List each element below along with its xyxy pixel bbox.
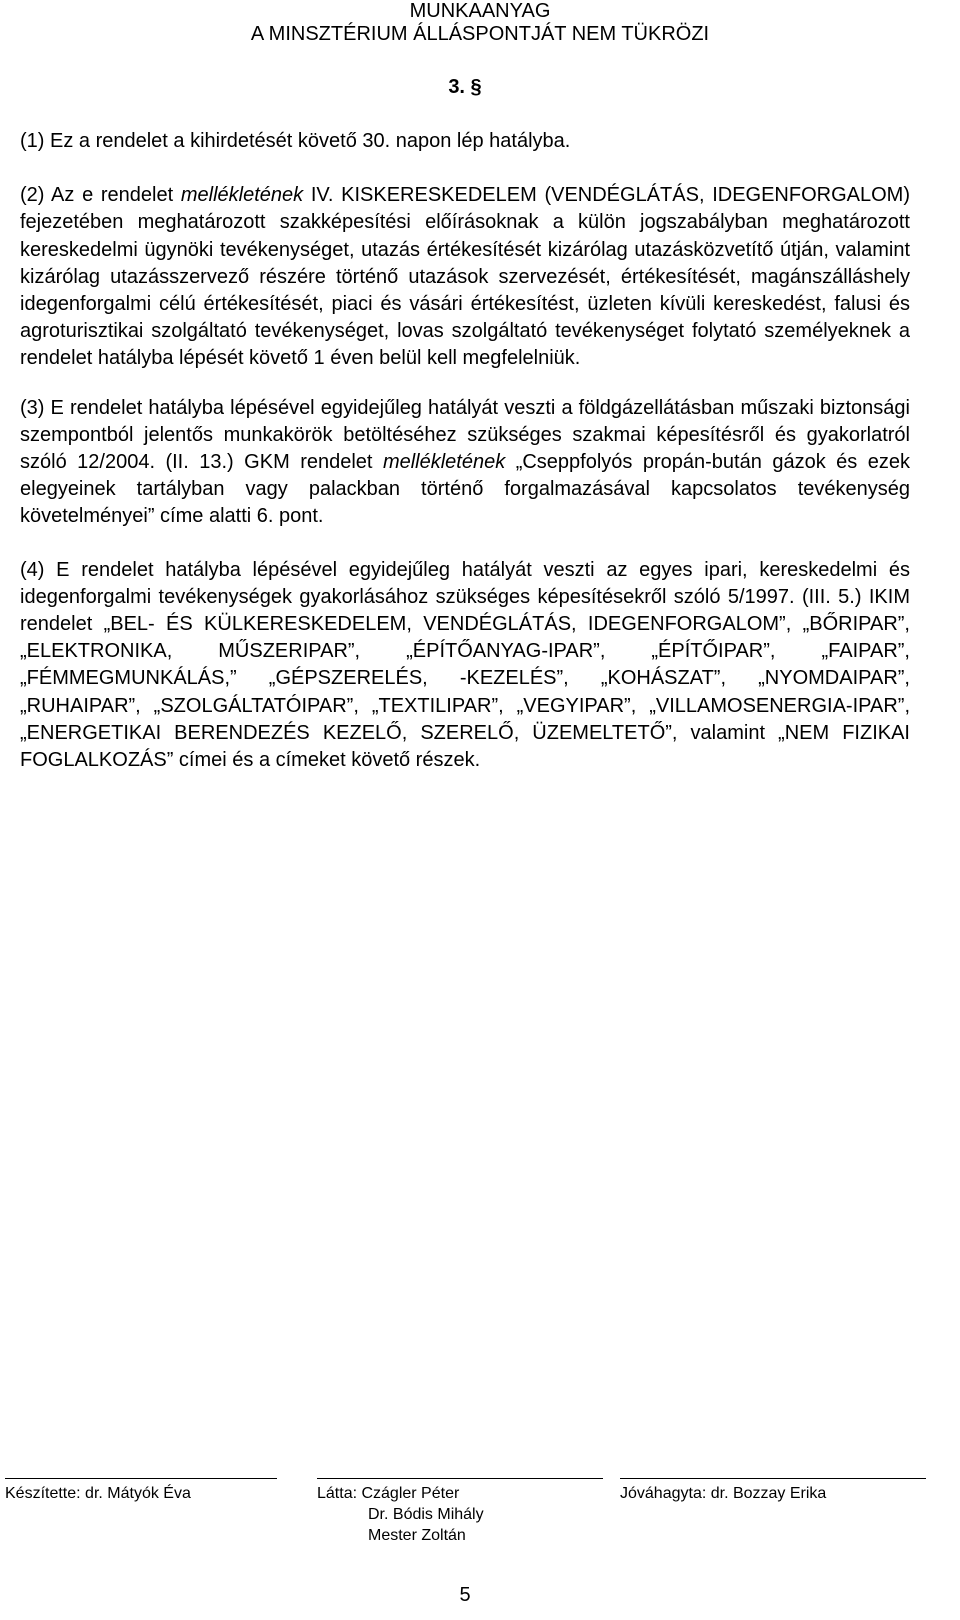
paragraph-2 (20, 182, 910, 372)
seen-by-third: Mester Zoltán (368, 1527, 466, 1544)
seen-by: Látta: Czágler Péter (317, 1485, 460, 1502)
draft-stamp-line: MUNKAANYAG (409, 0, 551, 22)
paragraph-2-start: (2) Az e rendelet (20, 184, 181, 207)
section-number: 3. § (448, 76, 482, 98)
page-header (0, 0, 960, 46)
page-number: 5 (459, 1584, 471, 1606)
prepared-by: Készítette: dr. Mátyók Éva (5, 1485, 191, 1502)
disclaimer-line: A MINSZTÉRIUM ÁLLÁSPONTJÁT NEM TÜKRÖZI (250, 23, 710, 45)
paragraph-3-start: (3) E rendelet hatályba lépésével egyidejűleg hatályát veszti a földgázellátásban műszaki biztonsági szempontból jelentős munkakörök betöltéséhez szükséges szakmai képesítésről és gyakorlatról szóló 12/2004. (II. 13.) GKM rendelet (20, 396, 910, 474)
paragraph-3 (20, 395, 910, 531)
approved-by: Jóváhagyta: dr. Bozzay Erika (620, 1485, 827, 1502)
paragraph-3-rest: „Cseppfolyós propán-bután gázok és ezek elegyeinek tartályban vagy palackban történő forgalmazásával kapcsolatos tevékenység követelményei” címe alatti 6. pont. (20, 451, 910, 528)
paragraph-1: (1) Ez a rendelet a kihirdetését követő 30. napon lép hatályba. (20, 130, 571, 152)
paragraph-4: (4) E rendelet hatályba lépésével egyidejűleg hatályát veszti az egyes ipari, kereskedelmi és idegenforgalmi tevékenységek gyakorlásához szükséges képesítésekről szóló 5/1997. (III. 5.) IKIM rendelet „BEL- ÉS KÜLKERESKEDELEM, VENDÉGLÁTÁS, IDEGENFORGALOM”, „BŐRIPAR”, „ELEKTRONIKA, MŰSZERIPAR”, „ÉPÍTŐANYAG-IPAR”, „ÉPÍTŐIPAR”, „FAIPAR”, „FÉMMEGMUNKÁLÁS,” „GÉPSZERELÉS, -KEZELÉS”, „KOHÁSZAT”, „NYOMDAIPAR”, „RUHAIPAR”, „SZOLGÁLTATÓIPAR”, „TEXTILIPAR”, „VEGYIPAR”, „VILLAMOSENERGIA-IPAR”, „ENERGETIKAI BERENDEZÉS KEZELŐ, SZERELŐ, ÜZEMELTETŐ”, valamint „NEM FIZIKAI FOGLALKOZÁS” címei és a címeket követő részek. (20, 558, 910, 772)
document-body (20, 128, 910, 801)
seen-by-block (317, 1478, 603, 1546)
seen-by-second: Dr. Bódis Mihály (368, 1506, 484, 1523)
approved-by-block (620, 1478, 926, 1504)
paragraph-3-emphasis: mellékletének (382, 451, 506, 474)
paragraph-2-rest: IV. KISKERESKEDELEM (VENDÉGLÁTÁS, IDEGENFORGALOM) fejezetében meghatározott szakképesítési előírásoknak a külön jogszabályban meghatározott kereskedelmi ügynöki tevékenységet, utazás értékesítését kizárólag utazásközvetítő útján, valamint kizárólag utazásszervező részére történő utazások szervezését, értékesítését, magánszálláshely idegenforgalmi célú értékesítését, piaci és vásári értékesítést, üzleten kívüli kereskedést, falusi és agroturisztikai szolgáltató tevékenységet, lovas szolgáltató tevékenységet folytató személyeknek a rendelet hatályba lépését követő 1 éven belül kell megfelelniük. (20, 184, 910, 370)
prepared-by-block (5, 1478, 277, 1504)
paragraph-2-emphasis: mellékletének (180, 184, 304, 207)
